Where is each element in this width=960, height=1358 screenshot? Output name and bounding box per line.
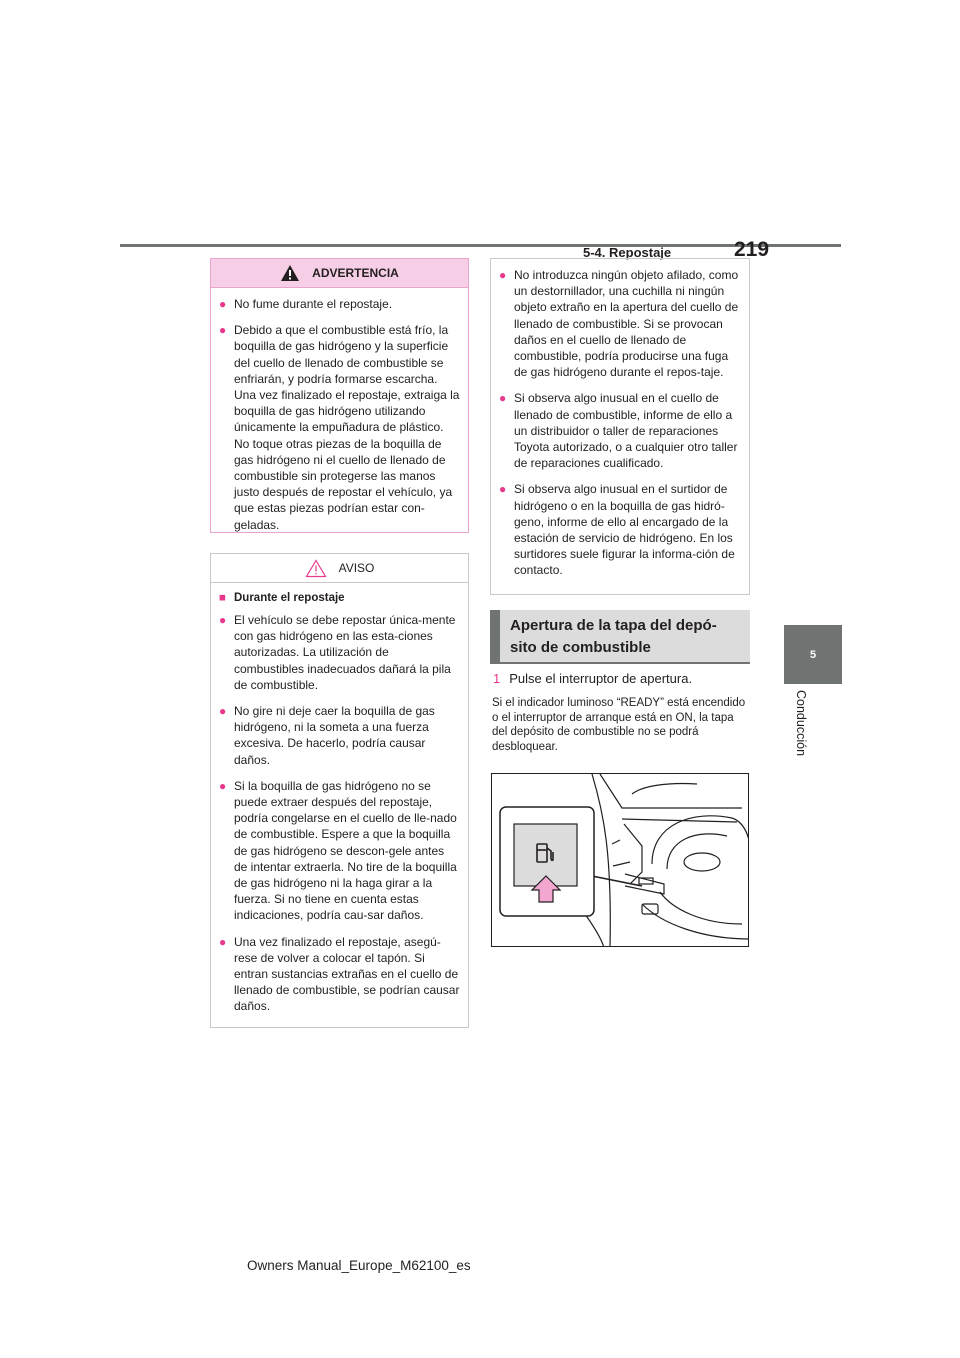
bullet-icon [219,703,234,768]
bullet-icon [499,481,514,578]
page-number: 219 [734,238,770,261]
list-item: ● El vehículo se debe repostar única-mente con gas hidrógeno en las esta-ciones autorizadas. La utilización de combustibles inadecuados dañará la pila de combustible. [219,612,460,693]
caution-triangle-icon [305,559,327,578]
dashboard-illustration [492,774,749,947]
bullet-icon [219,778,234,924]
header-rule [120,244,841,247]
list-item: ● Si la boquilla de gas hidrógeno no se puede extraer después del repostaje, podría congelarse en el cuello de lle-nado de combustible. Espere a que la boquilla de gas hidrógeno se descon-gele antes de intentar extraerla. No tire de la boquilla de gas hidrógeno ni la haga girar a la fuerza. Si no tiene en cuenta estas indicaciones, podría cau-sar daños. [219,778,460,924]
chapter-tab[interactable]: 5 [784,625,842,684]
notice-title: AVISO [338,561,375,575]
notice-box [210,553,469,1028]
fuel-door-switch-figure [491,773,749,947]
bullet-icon [219,934,234,1015]
notice-header [211,554,468,583]
step-number: 1 [493,671,501,686]
warning-triangle-icon [280,264,300,282]
list-item: ● No introduzca ningún objeto afilado, como un destornillador, una cuchilla ni ningún objeto extraño en la apertura del cuello de llenado de combustible. Si se provocan daños en el cuello de llenado de combustible, podría producirse una fuga de gas hidrógeno durante el repos-taje. [499,267,741,380]
warning-box [210,258,469,533]
step-note: Si el indicador luminoso “READY” está encendido o el interruptor de arranque está en ON, la tapa del depósito de combustible no se podrá desbloquear. [492,697,746,753]
list-item: ● Si observa algo inusual en el cuello de llenado de combustible, informe de ello a un distribuidor o taller de reparaciones Toyota autorizado, o a cualquier otro taller de reparaciones cualificado. [499,390,741,471]
list-item: ● No gire ni deje caer la boquilla de gas hidrógeno, ni la someta a una fuerza excesiva. De hacerlo, podría causar daños. [219,703,460,768]
bullet-icon [499,267,514,380]
section-title: 5-4. Repostaje [583,245,672,260]
bullet-icon [219,296,234,312]
chapter-label: Conducción [794,690,808,757]
notice-body [211,583,468,1015]
list-item: ● Una vez finalizado el repostaje, asegú-rese de volver a colocar el tapón. Si entran sustancias extrañas en el cuello de llenado de combustible, se podrían causar daños. [219,934,460,1015]
square-bullet-icon [219,591,234,606]
list-item: ● Si observa algo inusual en el surtidor de hidrógeno o en la boquilla de gas hidró-geno, informe de ello al encargado de la estación de servicio de hidrógeno. En los surtidores suele figurar la informa-ción de contacto. [499,481,741,578]
warning-header [211,259,468,288]
warning-title: ADVERTENCIA [312,266,399,280]
list-item: ● No fume durante el repostaje. [219,296,460,312]
step-text: Pulse el interruptor de apertura. [509,671,693,686]
warning-continued-box [490,258,750,595]
warning-continued-body [491,259,749,579]
bullet-icon [219,322,234,533]
warning-body [211,288,468,533]
footer-text: Owners Manual_Europe_M62100_es [247,1258,471,1273]
step-1 [493,671,753,686]
section-heading: Apertura de la tapa del depó-sito de combustible [490,610,750,664]
bullet-icon [499,390,514,471]
bullet-icon [219,612,234,693]
list-item: ● Debido a que el combustible está frío, la boquilla de gas hidrógeno y la superficie del cuello de llenado de combustible se enfriarán, y podría formarse escarcha. Una vez finalizado el repostaje, extraiga la boquilla de gas hidrógeno utilizando únicamente la empuñadura de plástico. No toque otras piezas de la boquilla de gas hidrógeno ni el cuello de llenado de combustible sin protegerse las manos justo después de repostar el vehículo, ya que estas piezas podrían estar con-geladas. [219,322,460,533]
notice-subheading: ■ Durante el repostaje [219,591,460,606]
